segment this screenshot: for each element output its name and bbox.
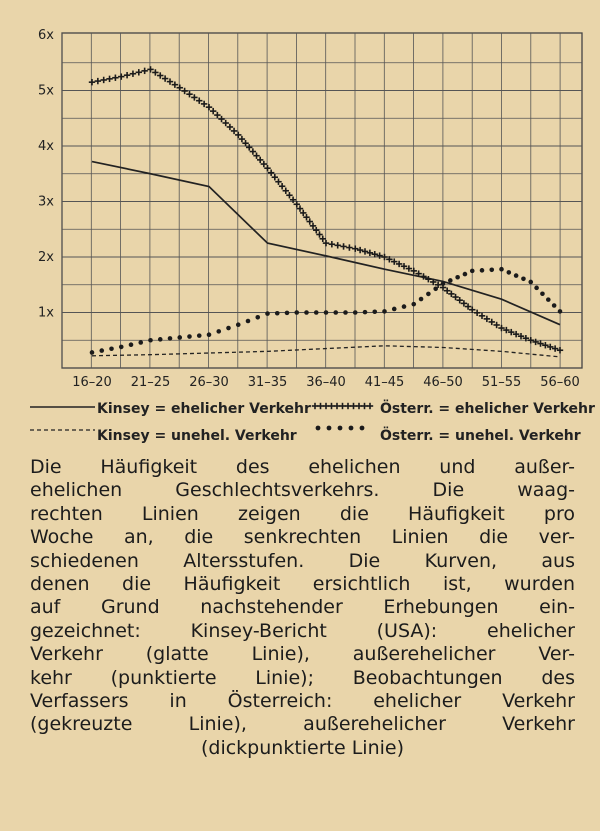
- caption-line: Verkehr (glatte Linie), außerehelicher Ver-: [30, 643, 575, 666]
- data-point: [285, 311, 290, 316]
- data-point: [265, 311, 270, 316]
- legend-label-oesterr-unehel: Österr. = unehel. Verkehr: [380, 428, 581, 444]
- data-point: [353, 310, 358, 315]
- caption-line: (gekreuzte Linie), außerehelicher Verkehr: [30, 713, 575, 736]
- data-point: [99, 348, 104, 353]
- data-point: [363, 310, 368, 315]
- data-point: [426, 292, 431, 297]
- y-tick-label: 1x: [38, 305, 54, 321]
- legend-label-kinsey-unehel: Kinsey = unehel. Verkehr: [97, 428, 297, 444]
- caption-line: schiedenen Altersstufen. Die Kurven, aus: [30, 549, 575, 572]
- data-point: [236, 322, 241, 327]
- y-axis-ticks: [38, 28, 54, 321]
- data-point: [540, 291, 545, 296]
- y-tick-label: 5x: [38, 83, 54, 99]
- legend-swatch-oesterr-ehel: [312, 403, 373, 409]
- data-point: [441, 281, 446, 286]
- data-point: [382, 309, 387, 314]
- data-point: [546, 297, 551, 302]
- data-point: [480, 268, 485, 273]
- legend-label-oesterr-ehel: Österr. = ehelicher Verkehr: [380, 401, 595, 417]
- y-tick-label: 4x: [38, 139, 54, 154]
- legend-dot-mark: [338, 426, 343, 431]
- data-point: [448, 278, 453, 283]
- data-point: [489, 267, 494, 272]
- caption-line: Die Häufigkeit des ehelichen und außer-: [30, 456, 575, 478]
- data-point: [304, 310, 309, 315]
- data-point: [333, 310, 338, 315]
- data-point: [343, 310, 348, 315]
- x-tick-label: 56–60: [540, 375, 580, 390]
- data-point: [119, 345, 124, 350]
- caption-line: rechten Linien zeigen die Häufigkeit pro: [30, 502, 575, 525]
- plot-frame: [62, 33, 582, 368]
- caption-line: denen die Häufigkeit ersichtlich ist, wurden: [30, 573, 575, 596]
- data-point: [314, 310, 319, 315]
- data-point: [419, 297, 424, 302]
- caption-line: Verfassers in Österreich: ehelicher Verkehr: [30, 690, 575, 713]
- data-point: [197, 333, 202, 338]
- data-point: [207, 332, 212, 337]
- legend-swatch-oesterr-unehel: [316, 426, 365, 431]
- data-point: [109, 346, 114, 351]
- caption-line: Woche an, die senkrechten Linien die ver-: [30, 526, 575, 549]
- data-point: [514, 273, 519, 278]
- data-point: [255, 315, 260, 320]
- data-point: [455, 275, 460, 280]
- legend-dot-mark: [349, 426, 354, 431]
- x-tick-label: 36–40: [306, 375, 346, 390]
- data-point: [324, 310, 329, 315]
- data-point: [158, 337, 163, 342]
- data-point: [552, 303, 557, 308]
- data-point: [187, 334, 192, 339]
- data-point: [470, 269, 475, 274]
- data-point: [528, 280, 533, 285]
- data-point: [402, 304, 407, 309]
- data-point: [521, 276, 526, 281]
- caption-line: gezeichnet: Kinsey-Bericht (USA): ehelicher: [30, 619, 575, 642]
- x-tick-label: 51–55: [481, 375, 522, 390]
- figure-caption: [30, 456, 575, 760]
- data-point: [168, 336, 173, 341]
- caption-line: kehr (punktierte Linie); Beobachtungen des: [30, 666, 575, 689]
- y-tick-label: 2x: [38, 250, 54, 265]
- legend-dot-mark: [360, 426, 365, 431]
- data-point: [433, 286, 438, 291]
- y-tick-label: 6x: [38, 28, 54, 43]
- x-axis-ticks: [72, 375, 580, 390]
- data-point: [177, 335, 182, 340]
- legend-dot-mark: [316, 426, 321, 431]
- legend-dot-mark: [327, 426, 332, 431]
- caption-line: ehelichen Geschlechtsverkehrs. Die waag-: [30, 479, 575, 502]
- data-point: [463, 272, 468, 277]
- data-point: [216, 329, 221, 334]
- data-point: [138, 340, 143, 345]
- data-point: [499, 267, 504, 272]
- data-point: [226, 326, 231, 331]
- data-point: [507, 270, 512, 275]
- data-point: [90, 350, 95, 355]
- x-tick-label: 16–20: [72, 375, 112, 390]
- legend: [30, 399, 595, 444]
- x-tick-label: 21–25: [130, 375, 171, 390]
- chart-grid: [62, 33, 582, 368]
- caption-line: auf Grund nachstehender Erhebungen ein-: [30, 596, 575, 619]
- x-tick-label: 41–45: [364, 375, 405, 390]
- data-point: [294, 310, 299, 315]
- x-tick-label: 26–30: [189, 375, 229, 390]
- data-point: [246, 319, 251, 324]
- data-point: [411, 302, 416, 307]
- data-point: [129, 342, 134, 347]
- data-point: [372, 309, 377, 314]
- legend-label-kinsey-ehel: Kinsey = ehelicher Verkehr: [97, 401, 311, 417]
- data-point: [392, 307, 397, 312]
- y-tick-label: 3x: [38, 194, 54, 210]
- data-point: [558, 309, 563, 314]
- data-point: [534, 286, 539, 291]
- x-tick-label: 31–35: [247, 375, 288, 390]
- caption-line: (dickpunktierte Linie): [200, 736, 405, 759]
- data-point: [148, 338, 153, 343]
- data-point: [275, 311, 280, 316]
- x-tick-label: 46–50: [423, 375, 463, 390]
